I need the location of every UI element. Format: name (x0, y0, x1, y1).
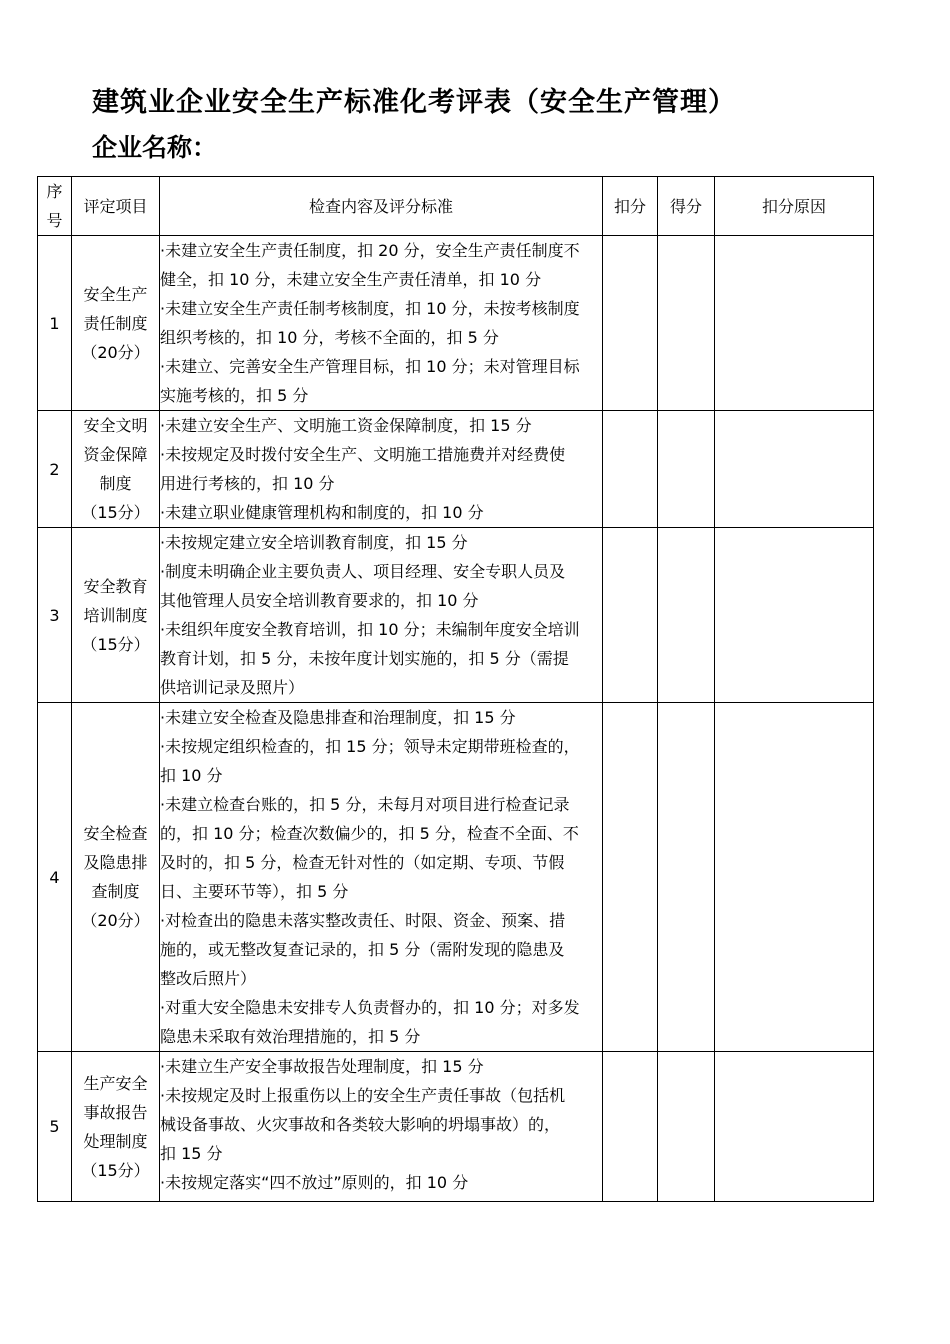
item-line: （15分） (81, 1160, 150, 1180)
content-line: ·未建立、完善安全生产管理目标，扣 10 分；未对管理目标 (160, 357, 580, 376)
content-line: 及时的，扣 5 分，检查无针对性的（如定期、专项、节假 (160, 853, 565, 872)
content-line: ·未按规定建立安全培训教育制度，扣 15 分 (160, 533, 468, 552)
item-line: 制度 (99, 474, 132, 493)
content-line: ·未建立安全生产责任制度，扣 20 分，安全生产责任制度不 (160, 241, 580, 260)
row-seq: 5 (38, 1052, 72, 1202)
row-item (72, 703, 160, 1052)
item-line: （15分） (81, 634, 150, 654)
content-line: 隐患未采取有效治理措施的，扣 5 分 (160, 1027, 421, 1046)
score-cell[interactable] (658, 236, 715, 411)
table-row (38, 528, 874, 703)
content-line: 扣 15 分 (160, 1144, 223, 1163)
content-line: ·未按规定及时拨付安全生产、文明施工措施费并对经费使 (160, 445, 566, 464)
content-line: 教育计划，扣 5 分，未按年度计划实施的，扣 5 分（需提 (160, 649, 569, 668)
table-row (38, 411, 874, 528)
content-line: ·未建立安全生产、文明施工资金保障制度，扣 15 分 (160, 416, 532, 435)
header-seq-line: 序 (46, 182, 63, 201)
row-seq: 2 (38, 411, 72, 528)
content-line: 供培训记录及照片） (160, 678, 305, 697)
content-line: 整改后照片） (160, 969, 257, 988)
content-line: ·未按规定组织检查的，扣 15 分；领导未定期带班检查的， (160, 737, 580, 756)
content-line: ·制度未明确企业主要负责人、项目经理、安全专职人员及 (160, 562, 566, 581)
table-row (38, 703, 874, 1052)
item-line: 及隐患排 (83, 853, 148, 872)
table-row (38, 1052, 874, 1202)
row-item (72, 528, 160, 703)
content-line: ·未按规定落实“四不放过”原则的，扣 10 分 (160, 1173, 469, 1192)
score-cell[interactable] (658, 411, 715, 528)
table-header-row (38, 177, 874, 236)
row-content (160, 528, 603, 703)
table-row (38, 236, 874, 411)
content-line: ·未按规定及时上报重伤以上的安全生产责任事故（包括机 (160, 1086, 566, 1105)
header-seq (38, 177, 72, 236)
row-item (72, 1052, 160, 1202)
item-line: 安全检查 (83, 824, 148, 843)
evaluation-table (37, 176, 874, 1202)
company-name-label: 企业名称： (92, 133, 218, 162)
row-content (160, 411, 603, 528)
page-title: 建筑业企业安全生产标准化考评表（安全生产管理） (92, 87, 736, 118)
header-content: 检查内容及评分标准 (160, 177, 603, 236)
item-line: （20分） (81, 911, 150, 930)
item-line: （20分） (81, 342, 150, 362)
row-seq: 4 (38, 703, 72, 1052)
content-line: 用进行考核的，扣 10 分 (160, 474, 335, 493)
reason-cell[interactable] (715, 411, 874, 528)
content-line: 日、主要环节等），扣 5 分 (160, 882, 349, 901)
item-line: 资金保障 (83, 445, 148, 464)
content-line: 的，扣 10 分；检查次数偏少的，扣 5 分，检查不全面、不 (160, 824, 579, 843)
header-score: 得分 (658, 177, 715, 236)
row-seq: 1 (38, 236, 72, 411)
reason-cell[interactable] (715, 528, 874, 703)
score-cell[interactable] (658, 528, 715, 703)
header-deduct: 扣分 (603, 177, 658, 236)
content-line: ·未组织年度安全教育培训，扣 10 分；未编制年度安全培训 (160, 620, 580, 639)
deduct-cell[interactable] (603, 1052, 658, 1202)
item-line: 处理制度 (83, 1131, 148, 1151)
content-line: ·未建立安全检查及隐患排查和治理制度，扣 15 分 (160, 708, 516, 727)
deduct-cell[interactable] (603, 236, 658, 411)
item-line: 安全文明 (83, 416, 148, 435)
item-line: 生产安全 (83, 1073, 148, 1093)
item-line: 事故报告 (83, 1102, 148, 1122)
content-line: ·未建立检查台账的，扣 5 分，未每月对项目进行检查记录 (160, 795, 570, 814)
content-line: ·未建立职业健康管理机构和制度的，扣 10 分 (160, 503, 484, 522)
row-content (160, 1052, 603, 1202)
content-line: ·未建立生产安全事故报告处理制度，扣 15 分 (160, 1057, 484, 1076)
content-line: ·对重大安全隐患未安排专人负责督办的，扣 10 分；对多发 (160, 998, 580, 1017)
header-reason: 扣分原因 (715, 177, 874, 236)
content-line: 施的，或无整改复查记录的，扣 5 分（需附发现的隐患及 (160, 940, 565, 959)
header-item: 评定项目 (72, 177, 160, 236)
item-line: 培训制度 (83, 605, 148, 625)
row-content (160, 236, 603, 411)
reason-cell[interactable] (715, 1052, 874, 1202)
item-line: 查制度 (91, 882, 140, 901)
deduct-cell[interactable] (603, 703, 658, 1052)
score-cell[interactable] (658, 1052, 715, 1202)
content-line: 健全，扣 10 分，未建立安全生产责任清单，扣 10 分 (160, 270, 542, 289)
header-seq-line: 号 (46, 211, 63, 230)
item-line: （15分） (81, 503, 150, 522)
content-line: 其他管理人员安全培训教育要求的，扣 10 分 (160, 591, 479, 610)
score-cell[interactable] (658, 703, 715, 1052)
content-line: 械设备事故、火灾事故和各类较大影响的坍塌事故）的， (160, 1115, 561, 1134)
reason-cell[interactable] (715, 236, 874, 411)
row-item (72, 411, 160, 528)
content-line: 扣 10 分 (160, 766, 223, 785)
item-line: 安全教育 (83, 576, 148, 596)
row-seq: 3 (38, 528, 72, 703)
deduct-cell[interactable] (603, 528, 658, 703)
row-content (160, 703, 603, 1052)
deduct-cell[interactable] (603, 411, 658, 528)
item-line: 安全生产 (83, 284, 148, 304)
content-line: 实施考核的，扣 5 分 (160, 386, 309, 405)
content-line: ·对检查出的隐患未落实整改责任、时限、资金、预案、措 (160, 911, 566, 930)
row-item (72, 236, 160, 411)
content-line: ·未建立安全生产责任制考核制度，扣 10 分，未按考核制度 (160, 299, 580, 318)
content-line: 组织考核的，扣 10 分，考核不全面的，扣 5 分 (160, 328, 499, 347)
reason-cell[interactable] (715, 703, 874, 1052)
item-line: 责任制度 (83, 313, 148, 333)
